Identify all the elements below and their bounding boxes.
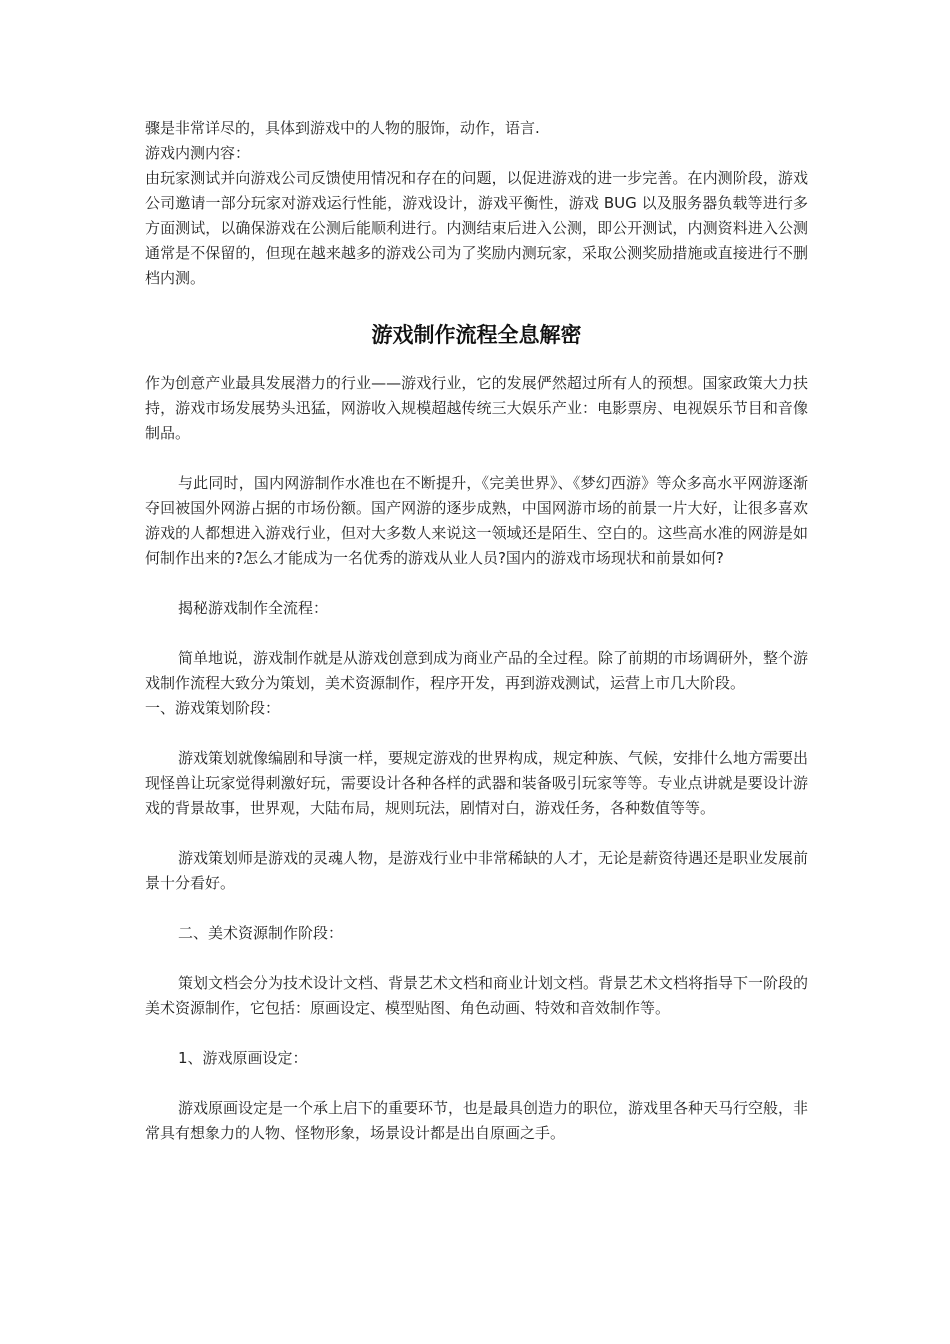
planner-paragraph: 游戏策划师是游戏的灵魂人物，是游戏行业中非常稀缺的人才，无论是薪资待遇还是职业发展前景十分看好。 (145, 849, 809, 892)
subsection-heading-concept-art: 1、游戏原画设定： (178, 1049, 308, 1067)
article-paragraph-2: 与此同时，国内网游制作水准也在不断提升，《完美世界》、《梦幻西游》等众多高水平网游逐渐夺回被国外网游占据的市场份额。国产网游的逐步成熟，中国网游市场的前景一片大好，让很多喜欢游戏的人都想进入游戏行业，但对大多数人来说这一领域还是陌生、空白的。这些高水准的网游是如何制作出来的?怎么才能成为一名优秀的游戏从业人员?国内的游戏市场现状和前景如何? (145, 474, 808, 567)
beta-test-paragraph: 由玩家测试并向游戏公司反馈使用情况和存在的问题，以促进游戏的进一步完善。在内测阶段，游戏公司邀请一部分玩家对游戏运行性能，游戏设计，游戏平衡性，游戏 BUG 以及服务器负载等进行多方面测试，以确保游戏在公测后能顺利进行。内测结束后进入公测，即公开测试，内测资料进入公测通常是不保留的，但现在越来越多的游戏公司为了奖励内测玩家，采取公测奖励措施或直接进行不删档内测。 (145, 169, 808, 287)
article-paragraph-1: 作为创意产业最具发展潜力的行业——游戏行业，它的发展俨然超过所有人的预想。国家政策大力扶持，游戏市场发展势头迅猛，网游收入规模超越传统三大娱乐产业：电影票房、电视娱乐节目和音像制品。 (145, 374, 808, 442)
concept-art-paragraph: 游戏原画设定是一个承上启下的重要环节，也是最具创造力的职位，游戏里各种天马行空般，非常具有想象力的人物、怪物形象，场景设计都是出自原画之手。 (145, 1099, 809, 1142)
document-body (145, 116, 808, 1146)
article-paragraph-4: 简单地说，游戏制作就是从游戏创意到成为商业产品的全过程。除了前期的市场调研外，整个游戏制作流程大致分为策划，美术资源制作，程序开发，再到游戏测试，运营上市几大阶段。 (145, 649, 809, 692)
section-heading-art: 二、美术资源制作阶段： (178, 924, 344, 942)
intro-continuation-line: 骤是非常详尽的，具体到游戏中的人物的服饰，动作，语言. (145, 119, 540, 137)
process-heading: 揭秘游戏制作全流程： (178, 599, 329, 617)
article-title: 游戏制作流程全息解密 (371, 323, 582, 347)
beta-test-heading: 游戏内测内容： (145, 144, 251, 162)
art-paragraph: 策划文档会分为技术设计文档、背景艺术文档和商业计划文档。背景艺术文档将指导下一阶段的美术资源制作，它包括：原画设定、模型贴图、角色动画、特效和音效制作等。 (145, 974, 809, 1017)
section-heading-planning: 一、游戏策划阶段： (145, 699, 281, 717)
planning-paragraph: 游戏策划就像编剧和导演一样，要规定游戏的世界构成，规定种族、气候，安排什么地方需要出现怪兽让玩家觉得刺激好玩，需要设计各种各样的武器和装备吸引玩家等等。专业点讲就是要设计游戏的背景故事，世界观，大陆布局，规则玩法，剧情对白，游戏任务，各种数值等等。 (145, 749, 809, 817)
